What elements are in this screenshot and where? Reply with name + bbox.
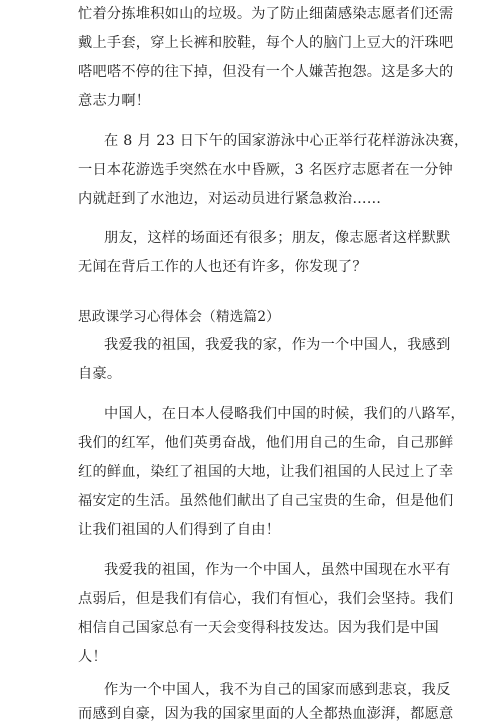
text-line: 戴上手套，穿上长裤和胶鞋，每个人的脑门上豆大的汗珠吧 bbox=[78, 35, 454, 51]
section-heading: 思政课学习心得体会（精选篇2） bbox=[78, 309, 280, 325]
text-line: 我爱我的祖国，我爱我的家，作为一个中国人，我感到 bbox=[104, 337, 451, 353]
text-line: 在 8 月 23 日下午的国家游泳中心正举行花样游泳决赛， bbox=[104, 133, 469, 149]
text-line: 自豪。 bbox=[78, 366, 122, 382]
text-line: 点弱后，但是我们有信心，我们有恒心，我们会坚持。我们 bbox=[78, 591, 454, 607]
text-line: 让我们祖国的人们得到了自由！ bbox=[78, 522, 281, 538]
text-line: 福安定的生活。虽然他们献出了自己宝贵的生命，但是他们 bbox=[78, 493, 454, 509]
text-line: 相信自己国家总有一天会变得科技发达。因为我们是中国 bbox=[78, 620, 439, 636]
text-line: 中国人，在日本人侵略我们中国的时候，我们的八路军， bbox=[104, 406, 465, 422]
text-line: 我爱我的祖国，作为一个中国人，虽然中国现在水平有 bbox=[104, 562, 451, 578]
text-line: 朋友，这样的场面还有很多；朋友，像志愿者这样默默 bbox=[104, 230, 451, 246]
text-line: 作为一个中国人，我不为自己的国家而感到悲哀，我反 bbox=[104, 682, 451, 698]
text-line: 人！ bbox=[78, 649, 107, 665]
text-line: 而感到自豪，因为我的国家里面的人全都热血澎湃，都愿意 bbox=[78, 706, 454, 722]
text-line: 我们的红军，他们英勇奋战，他们用自己的生命，自己那鲜 bbox=[78, 435, 454, 451]
text-line: 红的鲜血，染红了祖国的大地，让我们祖国的人民过上了幸 bbox=[78, 464, 454, 480]
text-line: 内就赶到了水池边，对运动员进行紧急救治…… bbox=[78, 191, 382, 207]
text-line: 忙着分拣堆积如山的垃圾。为了防止细菌感染志愿者们还需 bbox=[78, 6, 454, 22]
text-line: 一日本花游选手突然在水中昏厥，3 名医疗志愿者在一分钟 bbox=[78, 162, 453, 178]
text-line: 意志力啊！ bbox=[78, 93, 151, 109]
text-line: 无闻在背后工作的人也还有许多，你发现了？ bbox=[78, 259, 367, 275]
text-line: 嗒吧嗒不停的往下掉，但没有一个人嫌苦抱怨。这是多大的 bbox=[78, 64, 454, 80]
